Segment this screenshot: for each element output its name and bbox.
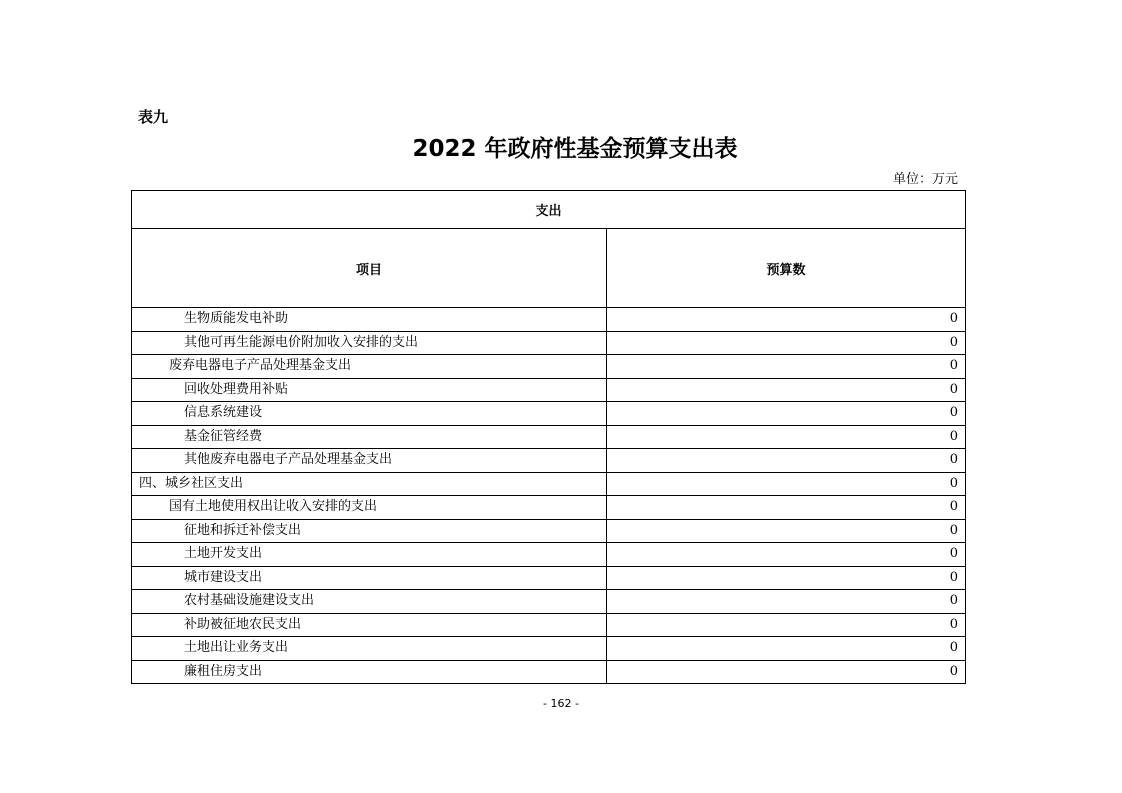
amount-cell: 0	[607, 519, 966, 543]
item-cell: 补助被征地农民支出	[132, 613, 607, 637]
amount-cell: 0	[607, 402, 966, 426]
amount-cell: 0	[607, 660, 966, 684]
table-row	[132, 660, 966, 684]
item-cell: 征地和拆迁补偿支出	[132, 519, 607, 543]
table-row	[132, 519, 966, 543]
item-cell: 其他废弃电器电子产品处理基金支出	[132, 449, 607, 473]
amount-cell: 0	[607, 566, 966, 590]
table-row	[132, 355, 966, 379]
table-row	[132, 543, 966, 567]
amount-cell: 0	[607, 449, 966, 473]
item-cell: 废弃电器电子产品处理基金支出	[132, 355, 607, 379]
item-cell: 国有土地使用权出让收入安排的支出	[132, 496, 607, 520]
amount-cell: 0	[607, 543, 966, 567]
table-row	[132, 566, 966, 590]
table-row	[132, 613, 966, 637]
table-number-label: 表九	[138, 108, 169, 126]
item-cell: 回收处理费用补贴	[132, 378, 607, 402]
table-row	[132, 496, 966, 520]
amount-cell: 0	[607, 331, 966, 355]
item-cell: 信息系统建设	[132, 402, 607, 426]
item-cell: 生物质能发电补助	[132, 308, 607, 332]
amount-cell: 0	[607, 355, 966, 379]
item-cell: 城市建设支出	[132, 566, 607, 590]
amount-cell: 0	[607, 425, 966, 449]
table-body	[132, 308, 966, 684]
unit-label: 单位：万元	[892, 172, 958, 187]
amount-cell: 0	[607, 472, 966, 496]
amount-cell: 0	[607, 637, 966, 661]
table-row	[132, 637, 966, 661]
table-row	[132, 449, 966, 473]
budget-expenditure-table	[131, 190, 966, 684]
item-cell: 四、城乡社区支出	[132, 472, 607, 496]
column-header-item: 项目	[132, 229, 607, 308]
table-row	[132, 378, 966, 402]
table-row	[132, 425, 966, 449]
amount-cell: 0	[607, 613, 966, 637]
table-row	[132, 331, 966, 355]
item-cell: 农村基础设施建设支出	[132, 590, 607, 614]
item-cell: 其他可再生能源电价附加收入安排的支出	[132, 331, 607, 355]
table-row	[132, 308, 966, 332]
group-header: 支出	[132, 191, 966, 229]
item-cell: 土地开发支出	[132, 543, 607, 567]
amount-cell: 0	[607, 308, 966, 332]
item-cell: 土地出让业务支出	[132, 637, 607, 661]
page-number: - 162 -	[543, 697, 579, 710]
amount-cell: 0	[607, 378, 966, 402]
amount-cell: 0	[607, 496, 966, 520]
amount-cell: 0	[607, 590, 966, 614]
table-row	[132, 472, 966, 496]
item-cell: 基金征管经费	[132, 425, 607, 449]
table-row	[132, 402, 966, 426]
column-header-amount: 预算数	[607, 229, 966, 308]
table-row	[132, 590, 966, 614]
item-cell: 廉租住房支出	[132, 660, 607, 684]
page-title: 2022 年政府性基金预算支出表	[412, 136, 738, 162]
